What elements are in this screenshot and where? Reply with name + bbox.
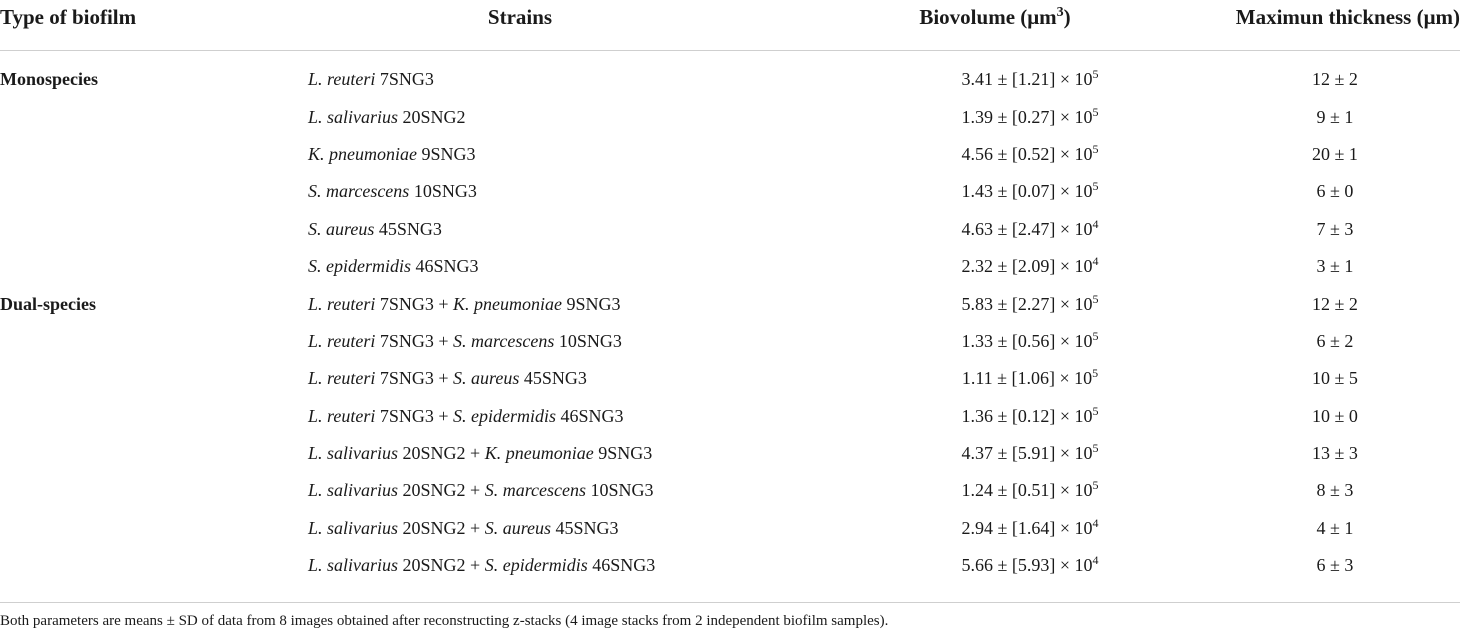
biovolume-value: 5.83 ± [2.27] × 10 xyxy=(961,293,1093,314)
strain-code: 7SNG3 xyxy=(375,69,434,90)
cell-biovolume xyxy=(810,173,1170,210)
cell-type-of-biofilm xyxy=(0,248,300,285)
cell-strains xyxy=(300,510,810,547)
strain-code: 20SNG2 xyxy=(398,555,466,576)
table-row xyxy=(0,472,1460,509)
strain-code: 20SNG2 xyxy=(398,106,466,127)
strain-code: 10SNG3 xyxy=(554,330,622,351)
strain-code: 20SNG2 xyxy=(398,517,466,538)
strain-species: S. aureus xyxy=(308,218,375,239)
cell-biovolume xyxy=(810,472,1170,509)
table-row xyxy=(0,360,1460,397)
strain-species: K. pneumoniae xyxy=(453,293,562,314)
strain-species: L. reuteri xyxy=(308,330,376,351)
strain-species: L. salivarius xyxy=(308,443,399,464)
biovolume-value: 2.94 ± [1.64] × 10 xyxy=(961,517,1093,538)
biovolume-value: 5.66 ± [5.93] × 10 xyxy=(961,555,1093,576)
cell-type-of-biofilm xyxy=(0,510,300,547)
biovolume-exponent: 4 xyxy=(1092,216,1099,231)
header-type-of-biofilm: Type of biofilm xyxy=(0,0,300,51)
header-strains: Strains xyxy=(300,0,810,51)
strain-species: L. salivarius xyxy=(308,480,399,501)
cell-biovolume xyxy=(810,51,1170,99)
cell-type-of-biofilm xyxy=(0,547,300,584)
cell-strains xyxy=(300,472,810,509)
cell-biovolume xyxy=(810,398,1170,435)
table-row xyxy=(0,211,1460,248)
strain-code: 9SNG3 xyxy=(593,443,653,464)
strain-code: 9SNG3 xyxy=(416,143,476,164)
cell-biovolume xyxy=(810,323,1170,360)
strain-species: S. marcescens xyxy=(308,181,410,202)
cell-type-of-biofilm: Monospecies xyxy=(0,69,98,90)
biovolume-value: 4.37 ± [5.91] × 10 xyxy=(961,443,1093,464)
biovolume-exponent: 5 xyxy=(1092,328,1099,343)
table-body xyxy=(0,51,1460,585)
cell-biovolume xyxy=(810,360,1170,397)
strain-code: 10SNG3 xyxy=(586,480,654,501)
cell-max-thickness: 10 ± 5 xyxy=(1312,368,1358,389)
strain-species: L. salivarius xyxy=(308,106,399,127)
cell-biovolume xyxy=(810,98,1170,135)
table-row xyxy=(0,510,1460,547)
strain-code: 10SNG3 xyxy=(409,181,477,202)
table-row xyxy=(0,173,1460,210)
strain-code: 7SNG3 xyxy=(375,293,434,314)
biovolume-value: 1.24 ± [0.51] × 10 xyxy=(961,480,1093,501)
biovolume-value: 1.39 ± [0.27] × 10 xyxy=(961,106,1093,127)
strain-plus: + xyxy=(465,480,485,501)
cell-strains xyxy=(300,211,810,248)
cell-max-thickness: 3 ± 1 xyxy=(1316,256,1354,277)
cell-type-of-biofilm xyxy=(0,360,300,397)
biovolume-exponent: 4 xyxy=(1092,553,1099,568)
strain-plus: + xyxy=(433,368,454,389)
table-row xyxy=(0,285,1460,322)
strain-species: K. pneumoniae xyxy=(308,143,417,164)
header-biovolume-label: Biovolume (μm xyxy=(919,5,1057,29)
strain-species: K. pneumoniae xyxy=(484,443,594,464)
biovolume-value: 4.63 ± [2.47] × 10 xyxy=(961,218,1093,239)
cell-type-of-biofilm xyxy=(0,173,300,210)
biovolume-exponent: 5 xyxy=(1092,141,1099,156)
biovolume-exponent: 5 xyxy=(1092,366,1099,381)
table-row xyxy=(0,136,1460,173)
cell-strains xyxy=(300,173,810,210)
table-row xyxy=(0,547,1460,584)
cell-strains xyxy=(300,98,810,135)
biovolume-exponent: 4 xyxy=(1092,254,1099,269)
strain-species: S. marcescens xyxy=(453,330,555,351)
cell-max-thickness: 6 ± 3 xyxy=(1316,555,1354,576)
strain-plus: + xyxy=(465,555,485,576)
cell-biovolume xyxy=(810,285,1170,322)
strain-species: L. reuteri xyxy=(308,405,376,426)
cell-max-thickness: 6 ± 0 xyxy=(1316,181,1354,202)
strain-species: S. aureus xyxy=(453,368,520,389)
cell-strains xyxy=(300,285,810,322)
cell-max-thickness: 20 ± 1 xyxy=(1312,143,1358,164)
strain-species: L. reuteri xyxy=(308,293,376,314)
cell-biovolume xyxy=(810,547,1170,584)
cell-type-of-biofilm xyxy=(0,398,300,435)
cell-type-of-biofilm xyxy=(0,211,300,248)
biovolume-exponent: 5 xyxy=(1092,67,1099,82)
biovolume-exponent: 5 xyxy=(1092,478,1099,493)
biovolume-exponent: 4 xyxy=(1092,515,1099,530)
strain-code: 46SNG3 xyxy=(411,256,479,277)
table-row xyxy=(0,51,1460,99)
strain-code: 20SNG2 xyxy=(398,480,466,501)
cell-strains xyxy=(300,51,810,99)
table-row xyxy=(0,435,1460,472)
strain-species: S. epidermidis xyxy=(484,555,588,576)
cell-type-of-biofilm xyxy=(0,323,300,360)
biovolume-exponent: 5 xyxy=(1092,403,1099,418)
cell-max-thickness: 9 ± 1 xyxy=(1316,106,1354,127)
table-row xyxy=(0,98,1460,135)
biovolume-value: 1.43 ± [0.07] × 10 xyxy=(961,181,1093,202)
biovolume-exponent: 5 xyxy=(1092,441,1099,456)
cell-type-of-biofilm: Dual-species xyxy=(0,293,96,314)
strain-plus: + xyxy=(465,443,485,464)
table-footnote: Both parameters are means ± SD of data from 8 images obtained after reconstructing z-stacks (4 image stacks from 2 independent biofilm samples). xyxy=(0,602,1460,630)
cell-strains xyxy=(300,360,810,397)
strain-species: S. aureus xyxy=(484,517,552,538)
biovolume-value: 1.33 ± [0.56] × 10 xyxy=(961,330,1093,351)
strain-code: 7SNG3 xyxy=(375,368,434,389)
strain-plus: + xyxy=(433,405,454,426)
strain-species: S. marcescens xyxy=(484,480,587,501)
strain-code: 45SNG3 xyxy=(519,368,587,389)
strain-species: L. salivarius xyxy=(308,555,399,576)
biovolume-value: 1.11 ± [1.06] × 10 xyxy=(961,368,1093,389)
cell-biovolume xyxy=(810,211,1170,248)
strain-code: 45SNG3 xyxy=(551,517,619,538)
strain-code: 7SNG3 xyxy=(375,330,434,351)
header-biovolume xyxy=(810,0,1170,51)
strain-code: 7SNG3 xyxy=(375,405,434,426)
cell-biovolume xyxy=(810,510,1170,547)
cell-max-thickness: 8 ± 3 xyxy=(1316,480,1354,501)
cell-max-thickness: 4 ± 1 xyxy=(1316,517,1354,538)
strain-plus: + xyxy=(433,293,454,314)
cell-type-of-biofilm xyxy=(0,472,300,509)
strain-code: 20SNG2 xyxy=(398,443,466,464)
table-row xyxy=(0,323,1460,360)
strain-code: 9SNG3 xyxy=(562,293,621,314)
biovolume-value: 2.32 ± [2.09] × 10 xyxy=(961,256,1093,277)
table-row xyxy=(0,398,1460,435)
cell-max-thickness: 6 ± 2 xyxy=(1316,330,1354,351)
cell-max-thickness: 13 ± 3 xyxy=(1312,443,1358,464)
cell-strains xyxy=(300,398,810,435)
cell-strains xyxy=(300,248,810,285)
biovolume-exponent: 5 xyxy=(1092,179,1099,194)
table-row xyxy=(0,248,1460,285)
cell-max-thickness: 7 ± 3 xyxy=(1316,218,1354,239)
strain-code: 46SNG3 xyxy=(587,555,656,576)
strain-species: S. epidermidis xyxy=(453,405,557,426)
strain-species: L. salivarius xyxy=(308,517,399,538)
cell-biovolume xyxy=(810,248,1170,285)
cell-type-of-biofilm xyxy=(0,435,300,472)
cell-type-of-biofilm xyxy=(0,136,300,173)
table-header xyxy=(0,0,1460,51)
biovolume-exponent: 5 xyxy=(1092,291,1099,306)
cell-strains xyxy=(300,323,810,360)
biovolume-exponent: 5 xyxy=(1092,104,1099,119)
strain-code: 45SNG3 xyxy=(374,218,442,239)
biovolume-value: 1.36 ± [0.12] × 10 xyxy=(961,405,1093,426)
header-max-thickness: Maximun thickness (μm) xyxy=(1170,0,1460,51)
cell-strains xyxy=(300,435,810,472)
strain-species: L. reuteri xyxy=(308,368,376,389)
cell-type-of-biofilm xyxy=(0,98,300,135)
cell-strains xyxy=(300,136,810,173)
strain-plus: + xyxy=(465,517,485,538)
strain-species: S. epidermidis xyxy=(308,256,411,277)
biovolume-value: 4.56 ± [0.52] × 10 xyxy=(961,143,1093,164)
cell-max-thickness: 10 ± 0 xyxy=(1312,405,1358,426)
cell-strains xyxy=(300,547,810,584)
cell-max-thickness: 12 ± 2 xyxy=(1312,69,1358,90)
cell-biovolume xyxy=(810,435,1170,472)
cell-biovolume xyxy=(810,136,1170,173)
strain-species: L. reuteri xyxy=(308,69,376,90)
header-biovolume-close: ) xyxy=(1063,5,1071,29)
strain-plus: + xyxy=(433,330,454,351)
strain-code: 46SNG3 xyxy=(556,405,624,426)
biovolume-value: 3.41 ± [1.21] × 10 xyxy=(961,69,1093,90)
cell-max-thickness: 12 ± 2 xyxy=(1312,293,1358,314)
header-biovolume-exponent: 3 xyxy=(1056,5,1064,20)
header-row xyxy=(0,0,1460,51)
